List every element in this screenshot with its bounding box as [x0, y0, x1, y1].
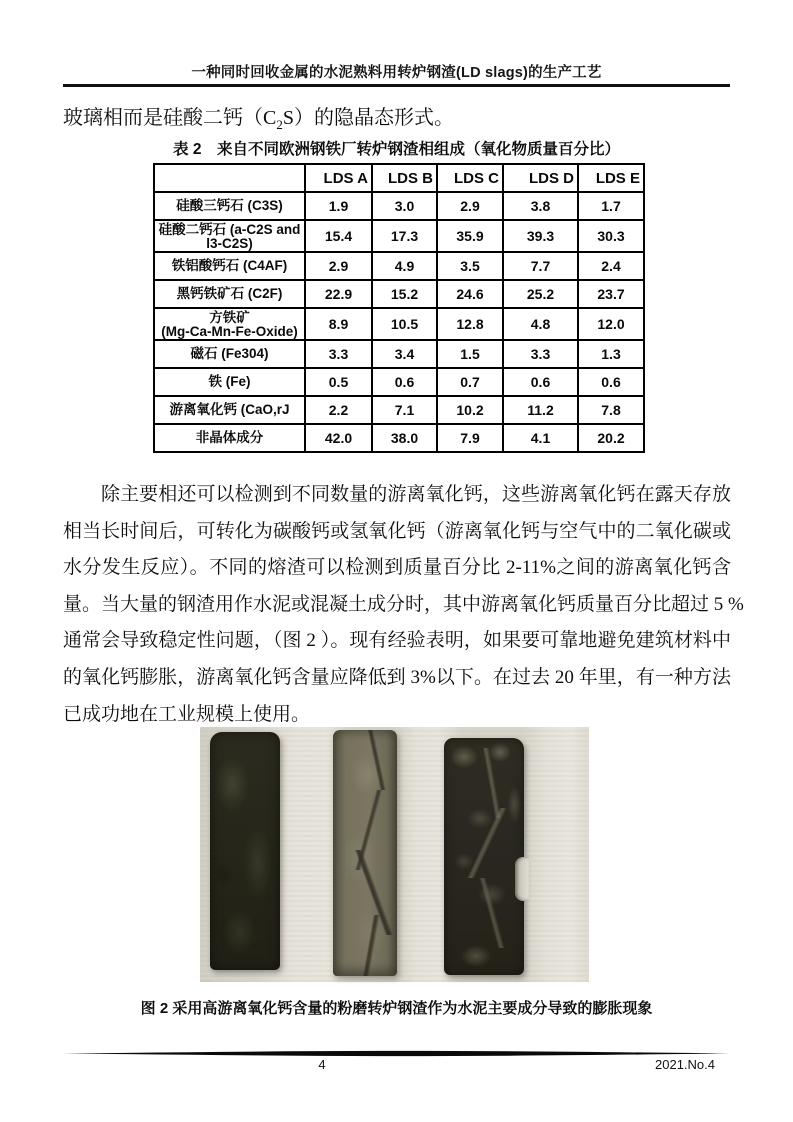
- phase-value-cell: 1.5: [437, 340, 503, 368]
- intro-pre: 玻璃相而是硅酸二钙（C: [63, 107, 277, 129]
- table-caption: 表 2 来自不同欧洲钢铁厂转炉钢渣相组成（氧化物质量百分比）: [173, 141, 620, 158]
- body-paragraph: [63, 477, 744, 733]
- phase-value-cell: 4.9: [372, 252, 437, 280]
- paragraph-line: 水分发生反应）。不同的熔渣可以检测到质量百分比 2-11%之间的游离氧化钙含: [63, 557, 731, 579]
- table-row: [154, 424, 644, 452]
- phase-value-cell: 20.2: [578, 424, 644, 452]
- phase-label-first-line: 方铁矿: [209, 310, 250, 325]
- table-row: [154, 396, 644, 424]
- phase-value-cell: 7.7: [503, 252, 578, 280]
- phase-value-cell: 3.0: [372, 192, 437, 220]
- phase-value-cell: 3.5: [437, 252, 503, 280]
- table-row: [154, 340, 644, 368]
- phase-label-cell: 黑钙铁矿石 (C2F): [154, 280, 305, 308]
- phase-value-cell: 24.6: [437, 280, 503, 308]
- table-header-row: [154, 164, 644, 192]
- phase-value-cell: 2.4: [578, 252, 644, 280]
- intro-subscript: 2: [276, 117, 283, 132]
- phase-value-cell: 7.9: [437, 424, 503, 452]
- phase-value-cell: 42.0: [305, 424, 372, 452]
- phase-value-cell: 17.3: [372, 220, 437, 252]
- column-header: LDS E: [578, 164, 644, 192]
- table-row: [154, 252, 644, 280]
- phase-table-body: [154, 192, 644, 452]
- phase-label-second-line: (Mg-Ca-Mn-Fe-Oxide): [161, 324, 298, 339]
- page-header-title: 一种同时回收金属的水泥熟料用转炉钢渣(LD slags)的生产工艺: [191, 65, 602, 81]
- phase-value-cell: 10.2: [437, 396, 503, 424]
- phase-label-cell: 铁铝酸钙石 (C4AF): [154, 252, 305, 280]
- phase-value-cell: 1.9: [305, 192, 372, 220]
- phase-value-cell: 2.2: [305, 396, 372, 424]
- table-row: [154, 280, 644, 308]
- phase-value-cell: 7.8: [578, 396, 644, 424]
- phase-value-cell: 3.8: [503, 192, 578, 220]
- phase-value-cell: 38.0: [372, 424, 437, 452]
- phase-value-cell: 25.2: [503, 280, 578, 308]
- phase-value-cell: 12.8: [437, 308, 503, 340]
- phase-value-cell: 2.9: [437, 192, 503, 220]
- phase-value-cell: 3.3: [305, 340, 372, 368]
- phase-value-cell: 30.3: [578, 220, 644, 252]
- phase-value-cell: 23.7: [578, 280, 644, 308]
- phase-value-cell: 1.7: [578, 192, 644, 220]
- phase-value-cell: 2.9: [305, 252, 372, 280]
- phase-label-cell: [154, 220, 305, 252]
- slag-sample-right-notch: [515, 857, 529, 901]
- phase-value-cell: 15.4: [305, 220, 372, 252]
- table-row: [154, 220, 644, 252]
- phase-value-cell: 22.9: [305, 280, 372, 308]
- column-header: LDS D: [503, 164, 578, 192]
- column-header: [154, 164, 305, 192]
- paragraph-line: 已成功地在工业规模上使用。: [63, 703, 311, 725]
- phase-value-cell: 0.6: [503, 368, 578, 396]
- slag-sample-middle: [333, 730, 397, 976]
- phase-value-cell: 0.5: [305, 368, 372, 396]
- table-row: [154, 192, 644, 220]
- paragraph-line: 通常会导致稳定性问题，（图 2 ）。现有经验表明，如果要可靠地避免建筑材料中: [63, 630, 731, 652]
- column-header: LDS C: [437, 164, 503, 192]
- phase-value-cell: 0.6: [578, 368, 644, 396]
- phase-label-cell: 硅酸三钙石 (C3S): [154, 192, 305, 220]
- footer-page-number: 4: [318, 1057, 326, 1072]
- phase-label-cell: [154, 308, 305, 340]
- phase-label-cell: 非晶体成分: [154, 424, 305, 452]
- intro-post: S）的隐晶态形式。: [282, 107, 454, 129]
- phase-value-cell: 8.9: [305, 308, 372, 340]
- phase-label-first-line: 硅酸二钙石 (a-C2S and: [158, 222, 301, 237]
- phase-label-cell: 铁 (Fe): [154, 368, 305, 396]
- phase-table-head: [154, 164, 644, 192]
- figure-caption: 图 2 采用高游离氧化钙含量的粉磨转炉钢渣作为水泥主要成分导致的膨胀现象: [140, 1000, 653, 1017]
- phase-value-cell: 39.3: [503, 220, 578, 252]
- footer-divider: [63, 1049, 730, 1058]
- table-row: [154, 368, 644, 396]
- phase-value-cell: 4.1: [503, 424, 578, 452]
- column-header: LDS A: [305, 164, 372, 192]
- intro-sentence: [63, 101, 730, 133]
- phase-value-cell: 7.1: [372, 396, 437, 424]
- figure-photo: [200, 727, 589, 982]
- phase-value-cell: 10.5: [372, 308, 437, 340]
- paragraph-line: 量。当大量的钢渣用作水泥或混凝土成分时，其中游离氧化钙质量百分比超过 5 %: [63, 593, 744, 615]
- phase-value-cell: 4.8: [503, 308, 578, 340]
- paragraph-line: 相当长时间后，可转化为碳酸钙或氢氧化钙（游离氧化钙与空气中的二氧化碳或: [63, 520, 731, 542]
- slag-sample-right: [444, 738, 524, 975]
- phase-table: [153, 163, 645, 453]
- phase-label-second-line: l3-C2S): [206, 236, 253, 251]
- slag-sample-left: [210, 732, 280, 970]
- column-header: LDS B: [372, 164, 437, 192]
- phase-value-cell: 0.7: [437, 368, 503, 396]
- phase-value-cell: 12.0: [578, 308, 644, 340]
- table-row: [154, 308, 644, 340]
- phase-label-cell: 游离氧化钙 (CaO,rJ: [154, 396, 305, 424]
- phase-value-cell: 3.4: [372, 340, 437, 368]
- phase-value-cell: 11.2: [503, 396, 578, 424]
- phase-value-cell: 3.3: [503, 340, 578, 368]
- phase-value-cell: 1.3: [578, 340, 644, 368]
- phase-value-cell: 35.9: [437, 220, 503, 252]
- phase-label-cell: 磁石 (Fe304): [154, 340, 305, 368]
- paragraph-line: 的氧化钙膨胀，游离氧化钙含量应降低到 3%以下。在过去 20 年里，有一种方法: [63, 666, 731, 688]
- footer-issue-label: 2021.No.4: [655, 1057, 715, 1072]
- paragraph-line: 除主要相还可以检测到不同数量的游离氧化钙，这些游离氧化钙在露天存放: [101, 484, 731, 505]
- header-divider: [63, 84, 730, 87]
- phase-value-cell: 0.6: [372, 368, 437, 396]
- phase-value-cell: 15.2: [372, 280, 437, 308]
